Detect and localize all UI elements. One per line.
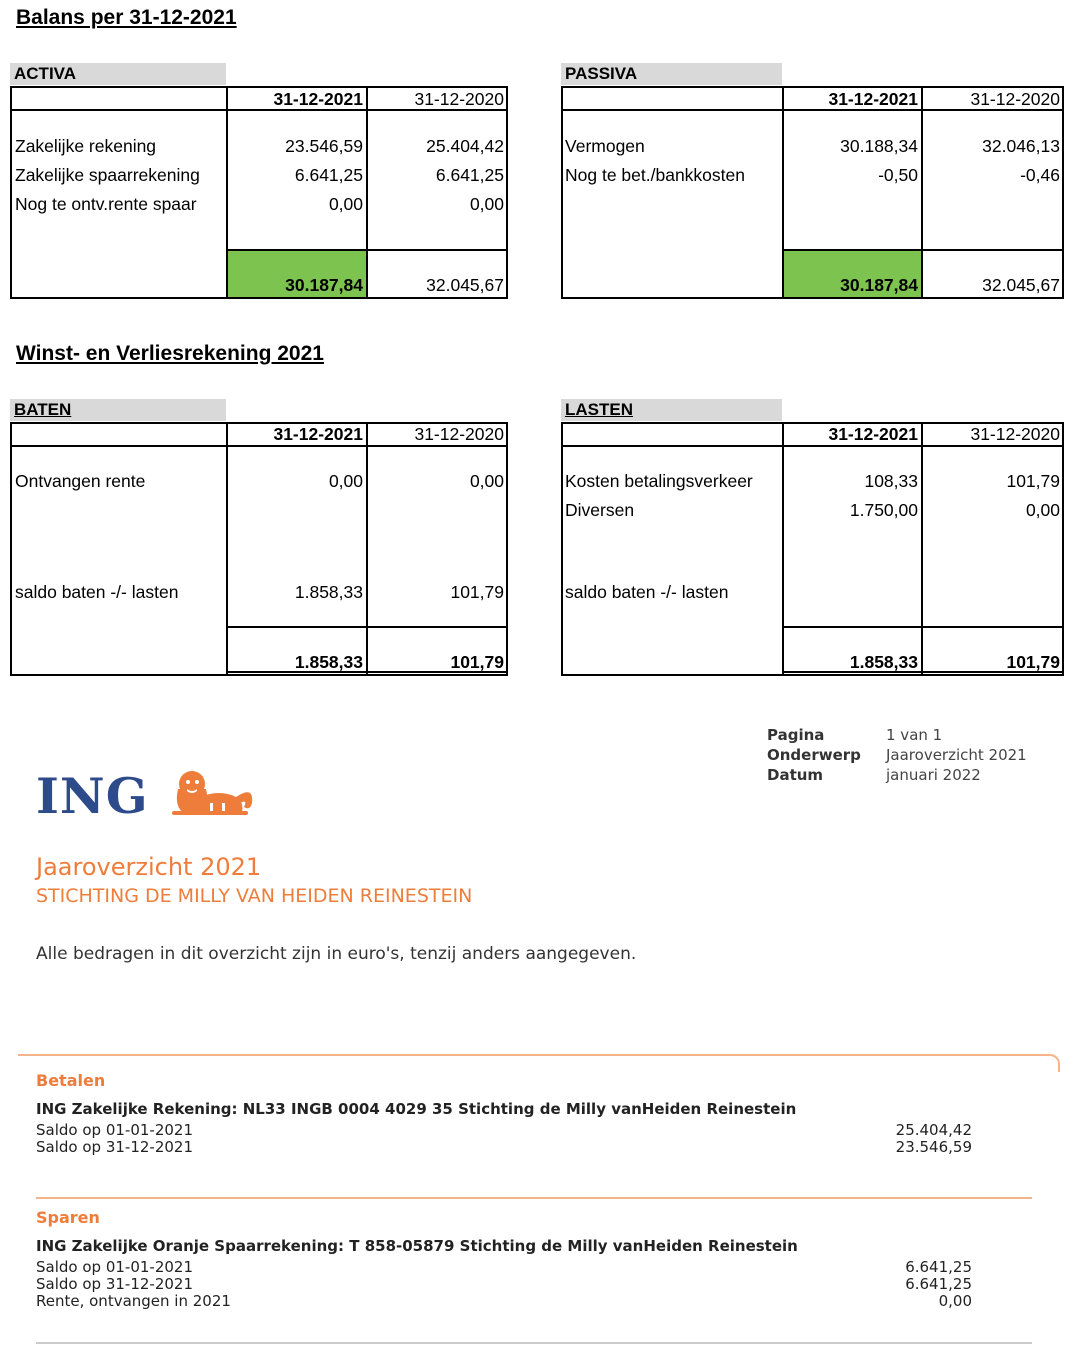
lasten-row-current: 1.750,00 bbox=[849, 500, 918, 520]
betalen-heading: Betalen bbox=[36, 1071, 106, 1090]
lasten-row-previous: 101,79 bbox=[1006, 471, 1060, 491]
ing-note: Alle bedragen in dit overzicht zijn in euro's, tenzij anders aangegeven. bbox=[36, 944, 637, 964]
betalen-line-label: Saldo op 31-12-2021 bbox=[36, 1138, 193, 1156]
divider bbox=[561, 445, 1064, 447]
sparen-line-label: Rente, ontvangen in 2021 bbox=[36, 1292, 231, 1310]
sparen-line-value: 6.641,25 bbox=[905, 1258, 972, 1276]
lasten-table bbox=[561, 422, 1064, 676]
baten-header: BATEN bbox=[10, 399, 226, 421]
passiva-row-label: Nog te bet./bankkosten bbox=[565, 165, 745, 185]
activa-header: ACTIVA bbox=[10, 63, 226, 85]
lasten-row-label: Diversen bbox=[565, 500, 635, 520]
betalen-line-value: 25.404,42 bbox=[895, 1121, 972, 1139]
passiva-col-previous: 31-12-2020 bbox=[970, 89, 1060, 109]
baten-row-previous: 0,00 bbox=[469, 471, 504, 491]
activa-col-previous: 31-12-2020 bbox=[414, 89, 504, 109]
passiva-total-current: 30.187,84 bbox=[840, 275, 918, 295]
activa-row-current: 0,00 bbox=[328, 194, 363, 214]
activa-row-previous: 6.641,25 bbox=[435, 165, 504, 185]
divider bbox=[226, 626, 508, 628]
divider bbox=[366, 86, 368, 299]
activa-row-current: 23.546,59 bbox=[285, 136, 363, 156]
sparen-divider bbox=[36, 1197, 1032, 1199]
lasten-row-label: Kosten betalingsverkeer bbox=[565, 471, 753, 491]
divider bbox=[10, 445, 508, 447]
meta-label-onderwerp: Onderwerp bbox=[767, 746, 861, 764]
passiva-row-label: Vermogen bbox=[565, 136, 645, 156]
lasten-header: LASTEN bbox=[561, 399, 782, 421]
lasten-row-previous: 0,00 bbox=[1025, 500, 1060, 520]
divider bbox=[366, 422, 368, 676]
betalen-divider bbox=[18, 1054, 1060, 1072]
baten-row-current: 0,00 bbox=[328, 471, 363, 491]
activa-total-previous: 32.045,67 bbox=[426, 275, 504, 295]
passiva-total-previous: 32.045,67 bbox=[982, 275, 1060, 295]
sparen-line-label: Saldo op 01-01-2021 bbox=[36, 1258, 193, 1276]
ing-subtitle: STICHTING DE MILLY VAN HEIDEN REINESTEIN bbox=[36, 885, 473, 907]
passiva-col-current: 31-12-2021 bbox=[828, 89, 918, 109]
ing-title: Jaaroverzicht 2021 bbox=[36, 853, 262, 881]
lasten-total-previous: 101,79 bbox=[1006, 652, 1060, 672]
activa-row-current: 6.641,25 bbox=[294, 165, 363, 185]
activa-row-label: Zakelijke rekening bbox=[15, 136, 157, 156]
activa-col-current: 31-12-2021 bbox=[273, 89, 363, 109]
sparen-heading: Sparen bbox=[36, 1208, 100, 1227]
activa-total-current: 30.187,84 bbox=[285, 275, 363, 295]
baten-saldo-label: saldo baten -/- lasten bbox=[15, 582, 179, 602]
divider bbox=[782, 626, 1064, 628]
sparen-line-label: Saldo op 31-12-2021 bbox=[36, 1275, 193, 1293]
meta-label-pagina: Pagina bbox=[767, 726, 825, 744]
activa-row-label: Nog te ontv.rente spaar bbox=[15, 194, 197, 214]
baten-table bbox=[10, 422, 508, 676]
activa-row-previous: 25.404,42 bbox=[426, 136, 504, 156]
passiva-row-current: 30.188,34 bbox=[840, 136, 918, 156]
balance-title: Balans per 31-12-2021 bbox=[16, 6, 237, 29]
pnl-title: Winst- en Verliesrekening 2021 bbox=[16, 342, 324, 365]
passiva-header: PASSIVA bbox=[561, 63, 782, 85]
betalen-account: ING Zakelijke Rekening: NL33 INGB 0004 4029 35 Stichting de Milly vanHeiden Reinestein bbox=[36, 1100, 797, 1118]
lasten-row-current: 108,33 bbox=[864, 471, 918, 491]
activa-row-previous: 0,00 bbox=[469, 194, 504, 214]
betalen-line-label: Saldo op 01-01-2021 bbox=[36, 1121, 193, 1139]
baten-col-previous: 31-12-2020 bbox=[414, 424, 504, 444]
betalen-line-value: 23.546,59 bbox=[895, 1138, 972, 1156]
baten-saldo-current: 1.858,33 bbox=[294, 582, 363, 602]
lasten-col-previous: 31-12-2020 bbox=[970, 424, 1060, 444]
passiva-row-previous: -0,46 bbox=[1020, 165, 1060, 185]
meta-value-onderwerp: Jaaroverzicht 2021 bbox=[886, 746, 1027, 764]
baten-row-label: Ontvangen rente bbox=[15, 471, 146, 491]
bottom-divider bbox=[36, 1342, 1032, 1344]
lion-logo-icon bbox=[170, 767, 256, 817]
sparen-account: ING Zakelijke Oranje Spaarrekening: T 858-05879 Stichting de Milly vanHeiden Reinestein bbox=[36, 1237, 798, 1255]
meta-value-datum: januari 2022 bbox=[886, 766, 981, 784]
passiva-row-previous: 32.046,13 bbox=[982, 136, 1060, 156]
ing-logo-text: ING bbox=[36, 767, 149, 825]
divider bbox=[921, 86, 923, 299]
sparen-line-value: 0,00 bbox=[938, 1292, 972, 1310]
baten-total-current: 1.858,33 bbox=[294, 652, 363, 672]
divider bbox=[782, 422, 784, 676]
lasten-total-current: 1.858,33 bbox=[849, 652, 918, 672]
baten-saldo-previous: 101,79 bbox=[450, 582, 504, 602]
divider bbox=[921, 422, 923, 676]
lasten-col-current: 31-12-2021 bbox=[828, 424, 918, 444]
meta-value-pagina: 1 van 1 bbox=[886, 726, 943, 744]
meta-label-datum: Datum bbox=[767, 766, 824, 784]
baten-col-current: 31-12-2021 bbox=[273, 424, 363, 444]
lasten-saldo-label: saldo baten -/- lasten bbox=[565, 582, 729, 602]
baten-total-previous: 101,79 bbox=[450, 652, 504, 672]
activa-row-label: Zakelijke spaarrekening bbox=[15, 165, 200, 185]
passiva-row-current: -0,50 bbox=[878, 165, 918, 185]
sparen-line-value: 6.641,25 bbox=[905, 1275, 972, 1293]
divider bbox=[226, 422, 228, 676]
